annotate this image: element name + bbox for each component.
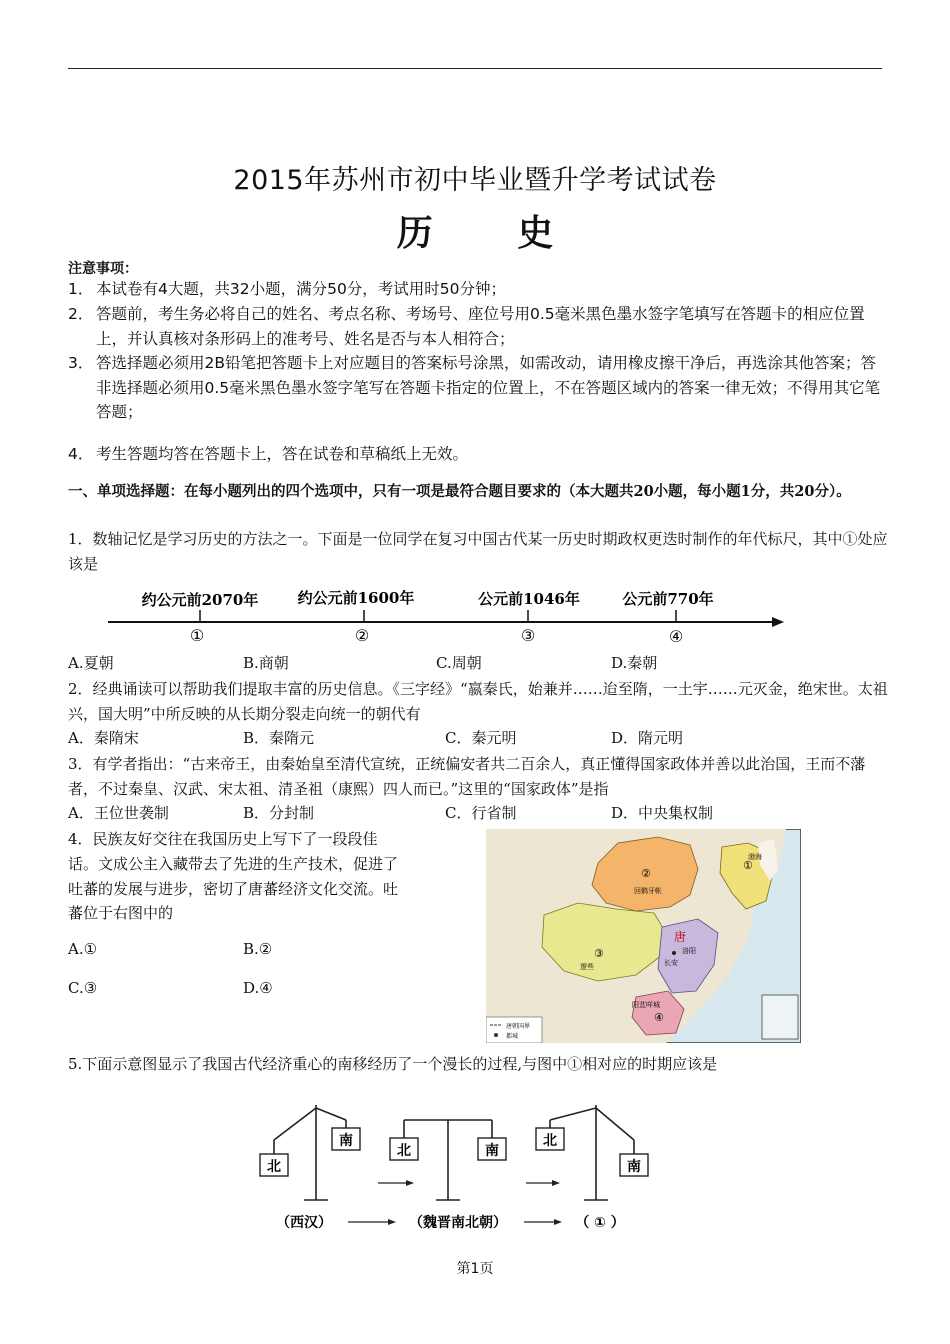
- north-label: 北: [397, 1143, 411, 1159]
- period-label: （西汉）: [276, 1215, 332, 1231]
- notice-item: [68, 442, 888, 467]
- timeline-mark: ②: [354, 626, 370, 645]
- map-legend-label: 都城: [506, 1033, 519, 1040]
- answer-option: D.④: [243, 979, 273, 997]
- arrow-right-icon: [388, 1219, 396, 1225]
- timeline-label: 公元前1046年: [478, 590, 580, 608]
- question-2-stem: 2．经典诵读可以帮助我们提取丰富的历史信息。《三字经》“嬴秦氏，始兼并……迨至隋，一土宇……元灭金，绝宋世。太祖兴，国大明”中所反映的从长期分裂走向统一的朝代有: [68, 680, 888, 723]
- map-region-label: ①: [743, 859, 753, 872]
- map-place-label: 回鹘牙帐: [634, 887, 662, 895]
- notice-item-num: 4．: [68, 445, 94, 463]
- map-place-label: 阳苴咩城: [632, 1001, 660, 1009]
- timeline-mark: ④: [668, 627, 684, 646]
- north-label: 北: [543, 1133, 557, 1149]
- answer-option: C．秦元明: [445, 729, 517, 747]
- page-number: 第1页: [456, 1261, 494, 1277]
- answer-option: D．中央集权制: [611, 804, 714, 822]
- map-region-label: ④: [654, 1011, 664, 1024]
- answer-option: D.秦朝: [611, 654, 658, 672]
- answer-option: A．秦隋宋: [68, 729, 139, 747]
- map-place-label: 渤海: [748, 853, 762, 861]
- answer-option: B.②: [243, 940, 273, 958]
- answer-option: B．分封制: [243, 804, 315, 822]
- answer-option: A．王位世袭制: [68, 804, 169, 822]
- map-place-label: 洛阳: [682, 947, 696, 955]
- map-inset: [762, 995, 798, 1039]
- timeline-label: 约公元前2070年: [141, 591, 259, 609]
- south-label: 南: [485, 1143, 499, 1159]
- notice-item-text: 考生答题均答在答题卡上，答在试卷和草稿纸上无效。: [96, 445, 469, 463]
- timeline-mark: ①: [189, 626, 205, 645]
- subject-title: 历 史: [396, 213, 590, 254]
- answer-option: B．秦隋元: [243, 729, 315, 747]
- period-label: （ ① ）: [575, 1215, 625, 1231]
- map-place-label: 逻些: [580, 963, 594, 971]
- notice-heading: 注意事项：: [68, 261, 138, 277]
- tang-map: [486, 829, 801, 1043]
- answer-option: C.周朝: [436, 654, 482, 672]
- map-region-label: ③: [594, 947, 604, 960]
- notice-item: [68, 302, 888, 351]
- map-region-label: 唐: [674, 930, 687, 944]
- answer-option: C.③: [68, 979, 98, 997]
- south-label: 南: [627, 1159, 641, 1175]
- question-5-stem: 5.下面示意图显示了我国古代经济重心的南移经历了一个漫长的过程,与图中①相对应的时期应该是: [68, 1055, 718, 1073]
- section-heading: 一、单项选择题：在每小题列出的四个选项中，只有一项是最符合题目要求的（本大题共20小题，每小题1分，共20分）。: [68, 483, 851, 500]
- notice-item-text: 答选择题必须用2B铅笔把答题卡上对应题目的答案标号涂黑，如需改动，请用橡皮擦干净后，再选涂其他答案；答非选择题必须用0.5毫米黑色墨水签字笔写在答题卡指定的位置上，不在答题区域内的答案一律无效；不得用其它笔答题；: [96, 354, 881, 421]
- question-3-stem: 3．有学者指出：“古来帝王，由秦始皇至清代宣统，正统偏安者共二百余人，真正懂得国家政体并善以此治国，王而不藩者，不过秦皇、汉武、宋太祖、清圣祖（康熙）四人而已。”这里的“国家政体”是指: [68, 755, 866, 798]
- south-label: 南: [339, 1133, 353, 1149]
- answer-option: A.夏朝: [68, 654, 114, 672]
- notice-item-num: 1．: [68, 280, 94, 298]
- arrow-right-icon: [552, 1180, 560, 1186]
- notice-item-text: 本试卷有4大题，共32小题，满分50分，考试用时50分钟；: [96, 280, 507, 298]
- question-1-stem: 1．数轴记忆是学习历史的方法之一。下面是一位同学在复习中国古代某一历史时期政权更迭时制作的年代标尺，其中①处应该是: [68, 530, 888, 573]
- exam-title: 2015年苏州市初中毕业暨升学考试试卷: [233, 165, 717, 196]
- timeline-label: 约公元前1600年: [297, 589, 415, 607]
- answer-option: A.①: [68, 940, 98, 958]
- timeline-arrow-icon: [772, 617, 784, 627]
- header-rule: [68, 68, 882, 69]
- timeline-label: 公元前770年: [622, 590, 714, 608]
- notice-item: [68, 277, 888, 302]
- map-place-label: 长安: [664, 959, 678, 967]
- notice-item-num: 3．: [68, 354, 94, 372]
- map-legend-capital-dot: [494, 1033, 498, 1037]
- q5-balance-diagram: [248, 1100, 668, 1240]
- arrow-right-icon: [406, 1180, 414, 1186]
- notice-item-text: 答题前，考生务必将自己的姓名、考点名称、考场号、座位号用0.5毫米黑色墨水签字笔填写在答题卡的相应位置上，并认真核对条形码上的准考号、姓名是否与本人相符合；: [96, 305, 865, 348]
- period-label: （魏晋南北朝）: [409, 1215, 507, 1231]
- q1-timeline: [100, 585, 790, 647]
- notice-item: [68, 351, 888, 425]
- question-4-stem: 4．民族友好交往在我国历史上写下了一段段佳话。文成公主入藏带去了先进的生产技术，促进了吐蕃的发展与进步，密切了唐蕃经济文化交流。吐蕃位于右图中的: [68, 830, 399, 923]
- answer-option: B.商朝: [243, 654, 289, 672]
- arrow-right-icon: [554, 1219, 562, 1225]
- map-capital-dot: [672, 951, 676, 955]
- timeline-mark: ③: [520, 626, 536, 645]
- answer-option: D．隋元明: [611, 729, 684, 747]
- map-legend-label: 唐朝国界: [506, 1023, 531, 1030]
- answer-option: C．行省制: [445, 804, 517, 822]
- map-region-label: ②: [641, 867, 651, 880]
- north-label: 北: [267, 1159, 281, 1175]
- notice-item-num: 2．: [68, 305, 94, 323]
